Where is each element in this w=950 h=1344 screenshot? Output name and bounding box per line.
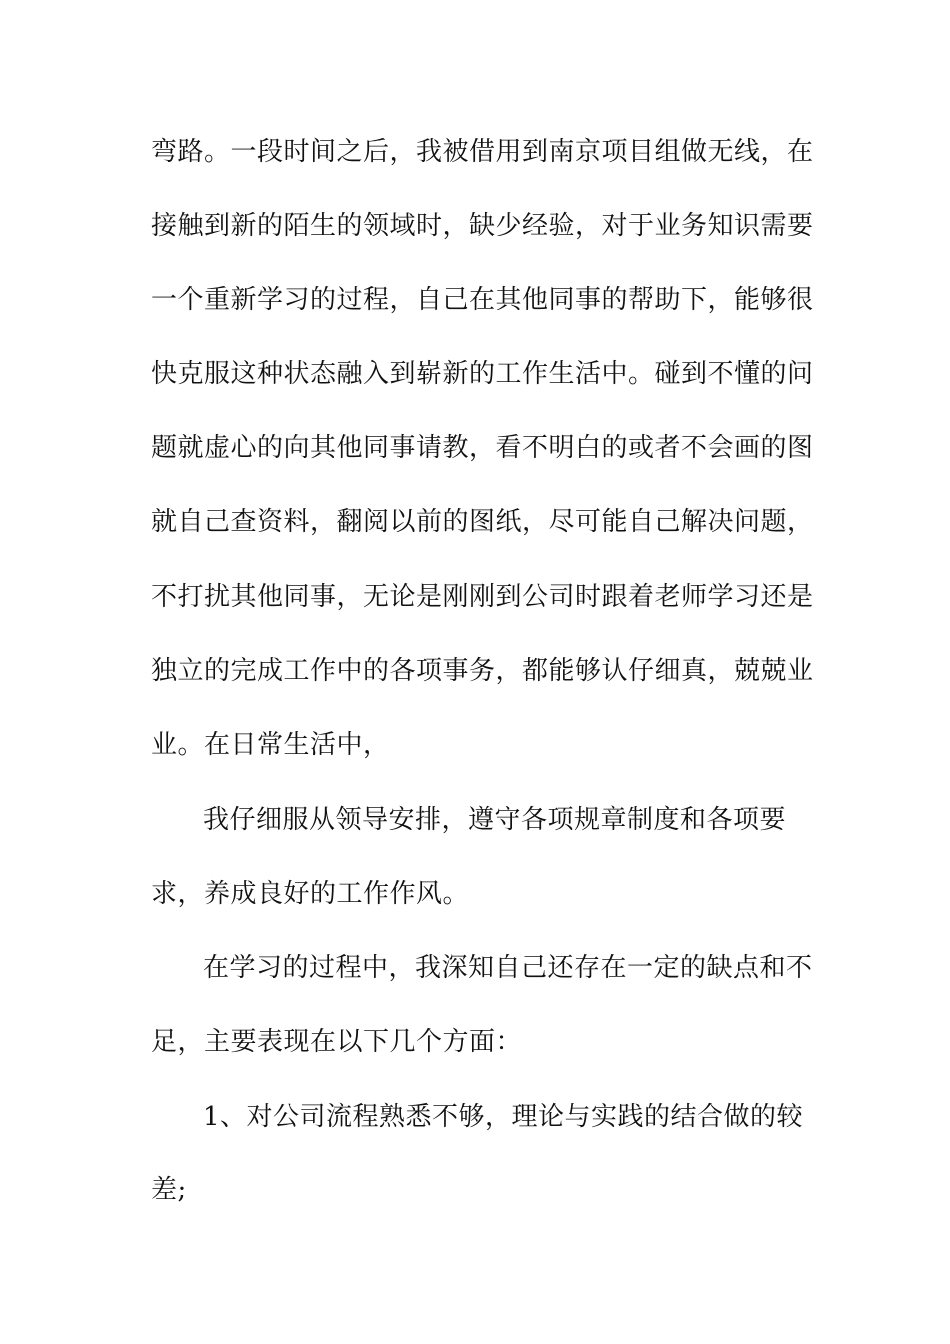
text-line: 弯路。一段时间之后，我被借用到南京项目组做无线，在 <box>151 137 814 167</box>
text-line: 一个重新学习的过程，自己在其他同事的帮助下，能够很 <box>151 285 814 315</box>
paragraph-start-line: 在学习的过程中，我深知自己还存在一定的缺点和不 <box>203 953 813 983</box>
text-line: 足，主要表现在以下几个方面： <box>151 1027 523 1057</box>
text-line: 就自己查资料，翻阅以前的图纸，尽可能自己解决问题， <box>151 507 814 537</box>
text-line: 业。在日常生活中， <box>151 730 390 760</box>
text-line: 独立的完成工作中的各项事务，都能够认仔细真，兢兢业 <box>151 656 814 686</box>
text-line: 快克服这种状态融入到崭新的工作生活中。碰到不懂的问 <box>151 359 814 389</box>
text-line: 接触到新的陌生的领域时，缺少经验，对于业务知识需要 <box>151 211 814 241</box>
text-line: 题就虚心的向其他同事请教，看不明白的或者不会画的图 <box>151 433 814 463</box>
text-line: 求，养成良好的工作作风。 <box>151 879 470 909</box>
text-line: 不打扰其他同事，无论是刚刚到公司时跟着老师学习还是 <box>151 582 814 612</box>
text-line: 差; <box>151 1175 187 1205</box>
paragraph-start-line: 我仔细服从领导安排，遵守各项规章制度和各项要 <box>203 805 787 835</box>
numbered-item-line: 1、对公司流程熟悉不够，理论与实践的结合做的较 <box>203 1102 804 1132</box>
